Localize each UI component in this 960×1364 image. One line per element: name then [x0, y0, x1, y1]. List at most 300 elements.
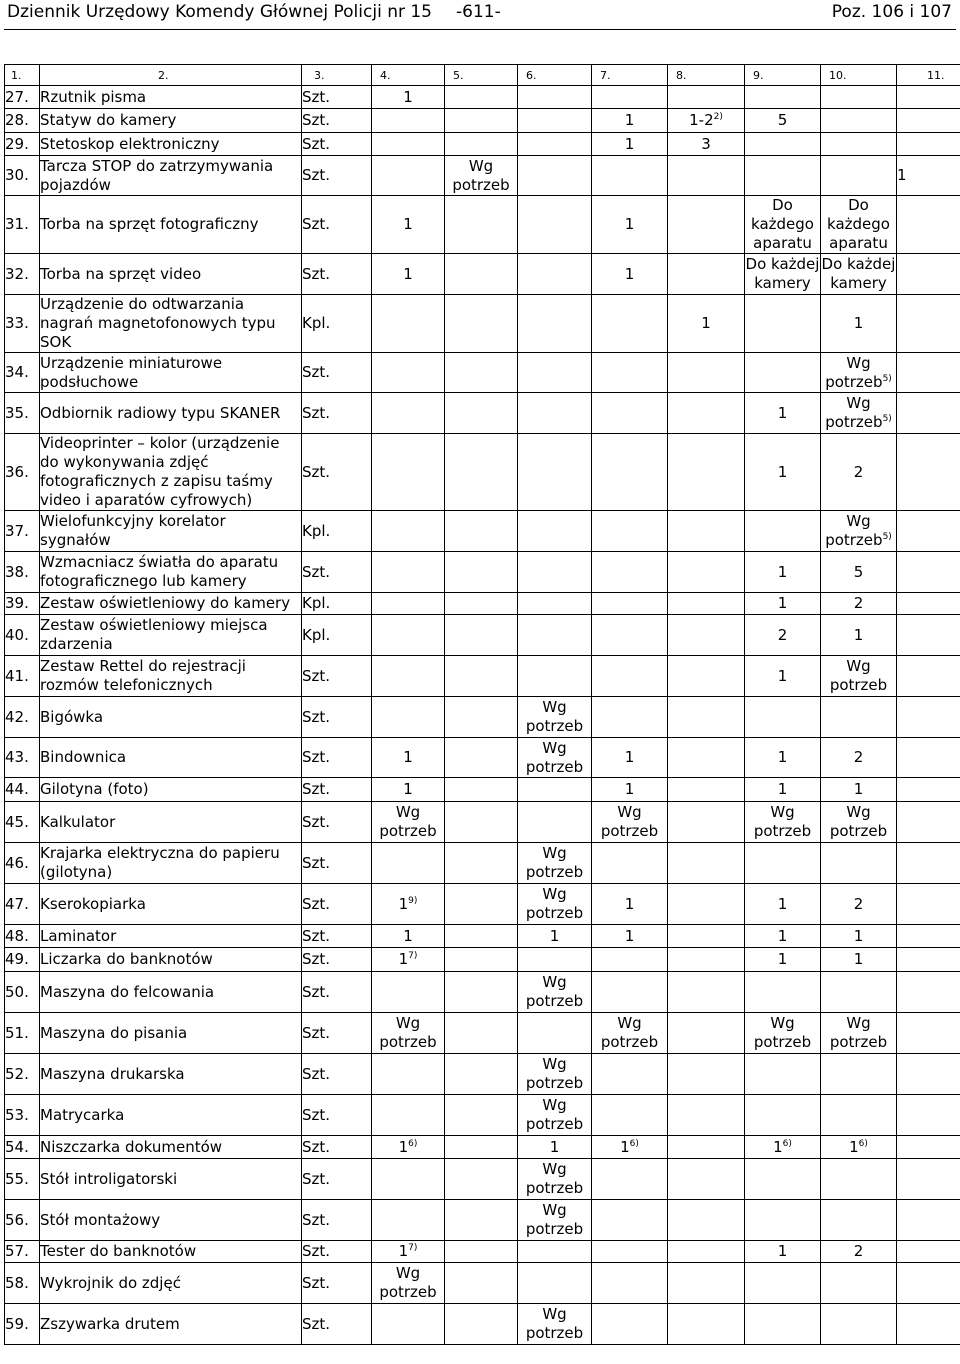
unit-cell	[302, 254, 372, 295]
item-name-text: Wzmacniacz światła do aparatu fotograficznego lub kamery	[40, 553, 279, 590]
quantity-cell	[897, 884, 960, 925]
quantity-cell	[372, 196, 445, 254]
quantity-cell	[372, 1241, 445, 1263]
row-number	[5, 1136, 40, 1159]
quantity-cell	[821, 593, 897, 615]
quantity-cell	[592, 972, 668, 1013]
quantity-cell	[745, 972, 821, 1013]
item-name-text: Maszyna do felcowania	[40, 982, 215, 1001]
quantity-cell	[592, 593, 668, 615]
quantity-cell-text: 2	[777, 625, 788, 644]
quantity-cell	[518, 133, 592, 156]
quantity-cell	[592, 86, 668, 109]
quantity-cell	[821, 109, 897, 133]
item-name-text: Laminator	[40, 926, 117, 945]
footnote-marker: 6)	[782, 1138, 792, 1149]
row-number	[5, 1054, 40, 1095]
item-name	[40, 1241, 302, 1263]
quantity-cell	[592, 511, 668, 552]
quantity-cell	[372, 511, 445, 552]
item-name-text: Torba na sprzęt fotograficzny	[40, 215, 259, 233]
quantity-cell	[518, 434, 592, 511]
quantity-cell	[897, 925, 960, 948]
unit-cell	[302, 843, 372, 884]
quantity-cell	[592, 552, 668, 593]
item-name	[40, 109, 302, 133]
quantity-cell	[372, 133, 445, 156]
unit-cell-text: Szt.	[302, 264, 331, 283]
item-name	[40, 1095, 302, 1136]
item-name-text: Videoprinter – kolor (urządzenie do wykonywania zdjęć fotograficznych z zapisu taśmy video i aparatów cyfrowych)	[40, 434, 280, 509]
quantity-cell-text: 2	[853, 462, 864, 481]
quantity-cell	[592, 434, 668, 511]
quantity-cell-text: Do każdej kamery	[821, 255, 896, 292]
item-name	[40, 86, 302, 109]
unit-cell-text: Szt.	[302, 87, 331, 106]
unit-cell	[302, 156, 372, 196]
quantity-cell	[592, 778, 668, 802]
column-header: 1.	[5, 65, 40, 86]
quantity-cell	[668, 1304, 745, 1345]
quantity-cell	[897, 1054, 960, 1095]
quantity-cell-text: 1	[398, 1137, 409, 1156]
unit-cell-text: Szt.	[302, 403, 331, 422]
quantity-cell	[897, 697, 960, 738]
quantity-cell-text: 1	[777, 666, 788, 685]
row-number-text: 45.	[5, 812, 29, 831]
quantity-cell	[821, 86, 897, 109]
row-number-text: 34.	[5, 363, 29, 381]
quantity-cell	[821, 1241, 897, 1263]
quantity-cell-text: 2	[853, 1242, 864, 1260]
quantity-cell-text: Wg potrzeb	[600, 803, 659, 840]
quantity-cell	[445, 972, 518, 1013]
quantity-cell	[897, 434, 960, 511]
quantity-cell	[445, 393, 518, 434]
quantity-cell	[372, 86, 445, 109]
item-name-text: Stół montażowy	[40, 1210, 161, 1229]
quantity-cell	[592, 393, 668, 434]
quantity-cell-text: 1	[403, 87, 413, 106]
quantity-cell	[668, 778, 745, 802]
quantity-cell-text: 1	[624, 264, 635, 283]
journal-title: Dziennik Urzędowy Komendy Głównej Policji nr 15	[7, 2, 432, 22]
quantity-cell-text: 1	[624, 134, 635, 153]
quantity-cell	[518, 1013, 592, 1054]
unit-cell	[302, 948, 372, 972]
row-number	[5, 1159, 40, 1200]
quantity-cell	[592, 738, 668, 778]
quantity-cell	[372, 295, 445, 353]
quantity-cell-text: Wg potrzeb	[825, 353, 883, 391]
quantity-cell-text: Wg potrzeb	[825, 394, 883, 431]
quantity-cell	[518, 1241, 592, 1263]
quantity-cell	[592, 109, 668, 133]
quantity-cell	[445, 1304, 518, 1345]
quantity-cell	[821, 948, 897, 972]
quantity-cell	[518, 738, 592, 778]
table-row	[5, 393, 960, 434]
unit-cell-text: Kpl.	[302, 594, 331, 612]
row-number-text: 48.	[5, 926, 29, 945]
quantity-cell	[745, 353, 821, 393]
quantity-cell	[372, 254, 445, 295]
quantity-cell	[445, 697, 518, 738]
quantity-cell-text: 1	[403, 926, 413, 945]
unit-cell-text: Szt.	[302, 982, 331, 1001]
item-name	[40, 1200, 302, 1241]
item-name-text: Stół introligatorski	[40, 1169, 178, 1188]
row-number-text: 30.	[5, 166, 29, 184]
quantity-cell	[745, 656, 821, 697]
unit-cell-text: Kpl.	[302, 625, 331, 644]
quantity-cell	[668, 593, 745, 615]
unit-cell-text: Szt.	[302, 894, 331, 913]
quantity-cell	[668, 552, 745, 593]
quantity-cell	[372, 353, 445, 393]
quantity-cell-text: 5	[777, 111, 788, 129]
quantity-cell-text: 1	[777, 594, 788, 612]
unit-cell	[302, 593, 372, 615]
quantity-cell	[372, 972, 445, 1013]
quantity-cell	[518, 1095, 592, 1136]
quantity-cell	[821, 843, 897, 884]
quantity-cell	[518, 1263, 592, 1304]
column-header: 7.	[592, 65, 668, 86]
table-row	[5, 1263, 960, 1304]
quantity-cell	[445, 656, 518, 697]
unit-cell-text: Szt.	[302, 462, 331, 481]
quantity-cell	[821, 1159, 897, 1200]
quantity-cell	[745, 86, 821, 109]
row-number	[5, 552, 40, 593]
unit-cell	[302, 1304, 372, 1345]
quantity-cell	[897, 1013, 960, 1054]
unit-cell-text: Szt.	[302, 853, 331, 872]
quantity-cell-text: 2	[853, 748, 864, 766]
quantity-cell	[518, 802, 592, 843]
quantity-cell	[897, 133, 960, 156]
item-name	[40, 738, 302, 778]
row-number	[5, 656, 40, 697]
table-row	[5, 1136, 960, 1159]
quantity-cell	[745, 196, 821, 254]
quantity-cell	[745, 925, 821, 948]
item-name-text: Liczarka do banknotów	[40, 950, 213, 968]
quantity-cell	[821, 656, 897, 697]
row-number-text: 31.	[5, 215, 29, 233]
item-name-text: Bigówka	[40, 707, 104, 726]
quantity-cell	[668, 1095, 745, 1136]
column-header: 10.	[821, 65, 897, 86]
table-row	[5, 1304, 960, 1345]
quantity-cell	[821, 778, 897, 802]
quantity-cell	[592, 615, 668, 656]
table-row	[5, 552, 960, 593]
table-row	[5, 884, 960, 925]
quantity-cell-text: 1	[777, 950, 788, 968]
row-number	[5, 1200, 40, 1241]
footnote-marker: 5)	[882, 373, 892, 384]
item-name	[40, 1136, 302, 1159]
quantity-cell	[897, 948, 960, 972]
unit-cell	[302, 884, 372, 925]
quantity-cell	[897, 1304, 960, 1345]
unit-cell	[302, 656, 372, 697]
quantity-cell	[668, 511, 745, 552]
quantity-cell	[592, 925, 668, 948]
table-row	[5, 295, 960, 353]
quantity-cell	[897, 802, 960, 843]
quantity-cell	[592, 843, 668, 884]
item-name	[40, 133, 302, 156]
row-number	[5, 972, 40, 1013]
item-name-text: Zestaw oświetleniowy miejsca zdarzenia	[40, 616, 268, 653]
quantity-cell	[372, 925, 445, 948]
column-header: 2.	[40, 65, 302, 86]
footnote-marker: 7)	[408, 1243, 418, 1253]
quantity-cell-text: Wg potrzeb	[379, 1264, 437, 1301]
quantity-cell	[821, 697, 897, 738]
quantity-cell	[897, 843, 960, 884]
unit-cell-text: Szt.	[302, 1137, 331, 1156]
row-number	[5, 802, 40, 843]
quantity-cell	[745, 843, 821, 884]
quantity-cell	[745, 948, 821, 972]
row-number	[5, 884, 40, 925]
table-row	[5, 738, 960, 778]
unit-cell-text: Szt.	[302, 215, 331, 233]
column-header: 5.	[445, 65, 518, 86]
quantity-cell	[445, 738, 518, 778]
quantity-cell	[745, 156, 821, 196]
quantity-cell	[745, 1136, 821, 1159]
table-row	[5, 254, 960, 295]
footnote-marker: 6)	[858, 1138, 868, 1149]
item-name-text: Tarcza STOP do zatrzymywania pojazdów	[40, 156, 274, 194]
unit-cell-text: Szt.	[302, 562, 331, 581]
table-row	[5, 615, 960, 656]
quantity-cell	[745, 1095, 821, 1136]
quantity-cell-text: 1	[398, 894, 409, 913]
item-name-text: Matrycarka	[40, 1105, 125, 1124]
quantity-cell-text: 1	[853, 625, 864, 644]
quantity-cell-text: Wg potrzeb	[379, 1014, 437, 1051]
quantity-cell-text: 3	[701, 134, 711, 153]
table-row	[5, 972, 960, 1013]
quantity-cell-text: Wg potrzeb	[525, 1305, 584, 1342]
unit-cell	[302, 133, 372, 156]
quantity-cell	[821, 1200, 897, 1241]
quantity-cell-text: 1	[853, 780, 864, 798]
unit-cell-text: Kpl.	[302, 314, 331, 332]
quantity-cell	[445, 133, 518, 156]
unit-cell-text: Szt.	[302, 1273, 331, 1292]
quantity-cell	[592, 802, 668, 843]
quantity-cell	[821, 133, 897, 156]
row-number	[5, 109, 40, 133]
item-name	[40, 1054, 302, 1095]
quantity-cell	[445, 925, 518, 948]
row-number	[5, 133, 40, 156]
table-row	[5, 948, 960, 972]
table-row	[5, 196, 960, 254]
footnote-marker: 7)	[408, 951, 418, 961]
item-name	[40, 393, 302, 434]
row-number	[5, 697, 40, 738]
quantity-cell	[668, 434, 745, 511]
column-header: 4.	[372, 65, 445, 86]
quantity-cell-text: Wg potrzeb	[525, 1201, 584, 1238]
quantity-cell	[897, 109, 960, 133]
column-header: 3.	[302, 65, 372, 86]
quantity-cell	[518, 1159, 592, 1200]
row-number	[5, 615, 40, 656]
item-name	[40, 802, 302, 843]
quantity-cell	[592, 656, 668, 697]
row-number	[5, 778, 40, 802]
quantity-cell	[821, 925, 897, 948]
quantity-cell	[821, 884, 897, 925]
quantity-cell	[518, 972, 592, 1013]
quantity-cell	[445, 802, 518, 843]
item-name-text: Bindownica	[40, 748, 127, 766]
quantity-cell	[821, 1095, 897, 1136]
item-name	[40, 511, 302, 552]
row-number	[5, 353, 40, 393]
row-number-text: 41.	[5, 666, 29, 685]
quantity-cell	[668, 133, 745, 156]
unit-cell	[302, 972, 372, 1013]
page-header	[0, 0, 960, 28]
footnote-marker: 9)	[408, 895, 418, 906]
quantity-cell	[897, 393, 960, 434]
quantity-cell-text: 1	[897, 166, 907, 184]
quantity-cell	[518, 393, 592, 434]
quantity-cell	[592, 1200, 668, 1241]
quantity-cell	[897, 196, 960, 254]
item-name	[40, 656, 302, 697]
quantity-cell	[745, 1304, 821, 1345]
quantity-cell-text: Wg potrzeb	[525, 738, 584, 776]
unit-cell	[302, 552, 372, 593]
quantity-cell	[445, 156, 518, 196]
row-number-text: 29.	[5, 134, 29, 153]
quantity-cell	[518, 196, 592, 254]
quantity-cell-text: 1	[777, 462, 788, 481]
table-row	[5, 353, 960, 393]
quantity-cell	[745, 884, 821, 925]
quantity-cell	[372, 552, 445, 593]
unit-cell	[302, 738, 372, 778]
item-name-text: Wykrojnik do zdjęć	[40, 1273, 181, 1292]
item-name	[40, 615, 302, 656]
quantity-cell	[445, 552, 518, 593]
row-number-text: 43.	[5, 748, 29, 766]
row-number	[5, 1013, 40, 1054]
unit-cell	[302, 196, 372, 254]
quantity-cell	[372, 615, 445, 656]
table-row	[5, 697, 960, 738]
quantity-cell-text: Do każdej kamery	[745, 255, 820, 292]
row-number-text: 33.	[5, 314, 29, 332]
table-row	[5, 156, 960, 196]
quantity-cell-text: Wg potrzeb	[600, 1014, 659, 1051]
quantity-cell	[897, 738, 960, 778]
table-row	[5, 802, 960, 843]
quantity-cell	[518, 925, 592, 948]
quantity-cell	[821, 434, 897, 511]
item-name	[40, 434, 302, 511]
footnote-marker: 6)	[408, 1138, 418, 1149]
quantity-cell	[518, 697, 592, 738]
quantity-cell	[745, 133, 821, 156]
quantity-cell-text: Wg potrzeb	[525, 698, 584, 735]
quantity-cell	[668, 1013, 745, 1054]
unit-cell-text: Szt.	[302, 1064, 331, 1083]
unit-cell	[302, 697, 372, 738]
quantity-cell-text: 1	[777, 403, 788, 422]
quantity-cell-text: 1	[549, 1137, 560, 1156]
unit-cell-text: Szt.	[302, 1169, 331, 1188]
quantity-cell	[518, 1054, 592, 1095]
quantity-cell	[372, 656, 445, 697]
quantity-cell	[518, 109, 592, 133]
quantity-cell	[897, 156, 960, 196]
unit-cell	[302, 1136, 372, 1159]
table-row	[5, 133, 960, 156]
quantity-cell	[745, 1241, 821, 1263]
quantity-cell	[668, 1136, 745, 1159]
quantity-cell	[445, 1013, 518, 1054]
item-name	[40, 254, 302, 295]
quantity-cell-text: 1	[403, 264, 413, 283]
row-number	[5, 1263, 40, 1304]
header-divider	[4, 29, 956, 30]
quantity-cell-text: Wg potrzeb	[829, 657, 888, 694]
quantity-cell	[897, 615, 960, 656]
quantity-cell	[668, 254, 745, 295]
quantity-cell	[372, 1095, 445, 1136]
quantity-cell	[372, 802, 445, 843]
row-number	[5, 434, 40, 511]
row-number-text: 38.	[5, 562, 29, 581]
unit-cell	[302, 109, 372, 133]
column-number-row	[5, 65, 960, 86]
quantity-cell	[821, 353, 897, 393]
quantity-cell	[821, 738, 897, 778]
unit-cell	[302, 1159, 372, 1200]
quantity-cell-text: Do każdego aparatu	[751, 196, 814, 252]
quantity-cell	[668, 802, 745, 843]
row-number-text: 36.	[5, 462, 29, 481]
row-number-text: 59.	[5, 1314, 29, 1333]
quantity-cell	[445, 1263, 518, 1304]
row-number	[5, 738, 40, 778]
quantity-cell	[372, 843, 445, 884]
quantity-cell	[372, 697, 445, 738]
item-name-text: Zestaw Rettel do rejestracji rozmów telefonicznych	[40, 657, 246, 694]
quantity-cell	[745, 778, 821, 802]
quantity-cell	[897, 593, 960, 615]
quantity-cell	[445, 254, 518, 295]
table-row	[5, 1241, 960, 1263]
quantity-cell	[668, 196, 745, 254]
row-number-text: 50.	[5, 982, 29, 1001]
quantity-cell	[668, 972, 745, 1013]
quantity-cell	[445, 843, 518, 884]
quantity-cell	[897, 552, 960, 593]
